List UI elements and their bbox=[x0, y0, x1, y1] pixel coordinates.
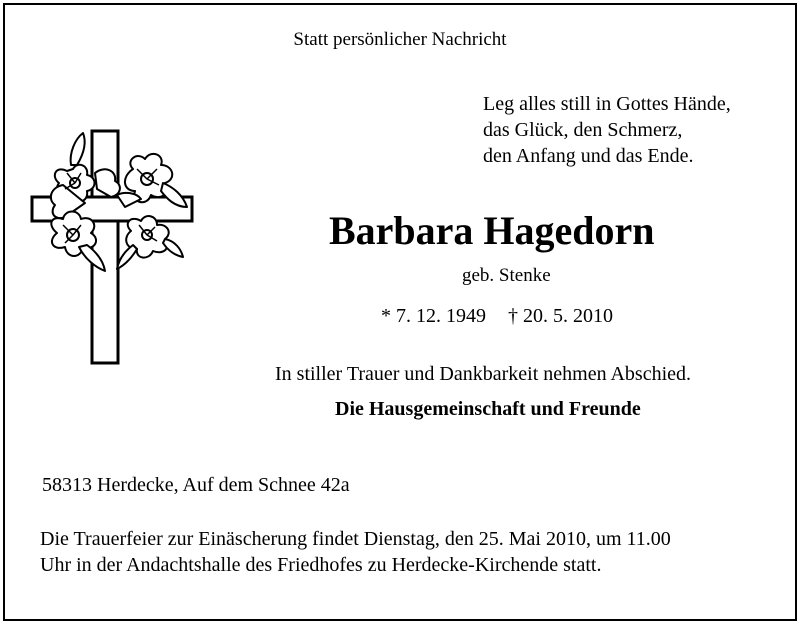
header-text: Statt persönlicher Nachricht bbox=[293, 29, 507, 50]
mourning-text: In stiller Trauer und Dankbarkeit nehmen Abschied. bbox=[275, 363, 692, 385]
funeral-info-line: Die Trauerfeier zur Einäscherung findet Dienstag, den 25. Mai 2010, um 11.00 bbox=[40, 528, 671, 550]
verse bbox=[483, 91, 731, 169]
maiden-name: geb. Stenke bbox=[462, 265, 551, 286]
verse-line: das Glück, den Schmerz, bbox=[483, 119, 683, 141]
address: 58313 Herdecke, Auf dem Schnee 42a bbox=[42, 474, 350, 496]
verse-line: den Anfang und das Ende. bbox=[483, 145, 694, 167]
mourners: Die Hausgemeinschaft und Freunde bbox=[335, 398, 641, 420]
death-date: † 20. 5. 2010 bbox=[508, 305, 613, 327]
life-dates bbox=[381, 305, 613, 328]
cross-with-lilies-icon bbox=[25, 125, 205, 370]
funeral-info bbox=[40, 526, 671, 578]
deceased-name: Barbara Hagedorn bbox=[329, 208, 655, 253]
obituary-notice bbox=[3, 3, 797, 621]
verse-line: Leg alles still in Gottes Hände, bbox=[483, 93, 731, 115]
funeral-info-line: Uhr in der Andachtshalle des Friedhofes zu Herdecke-Kirchende statt. bbox=[40, 554, 602, 576]
birth-date: * 7. 12. 1949 bbox=[381, 305, 486, 327]
